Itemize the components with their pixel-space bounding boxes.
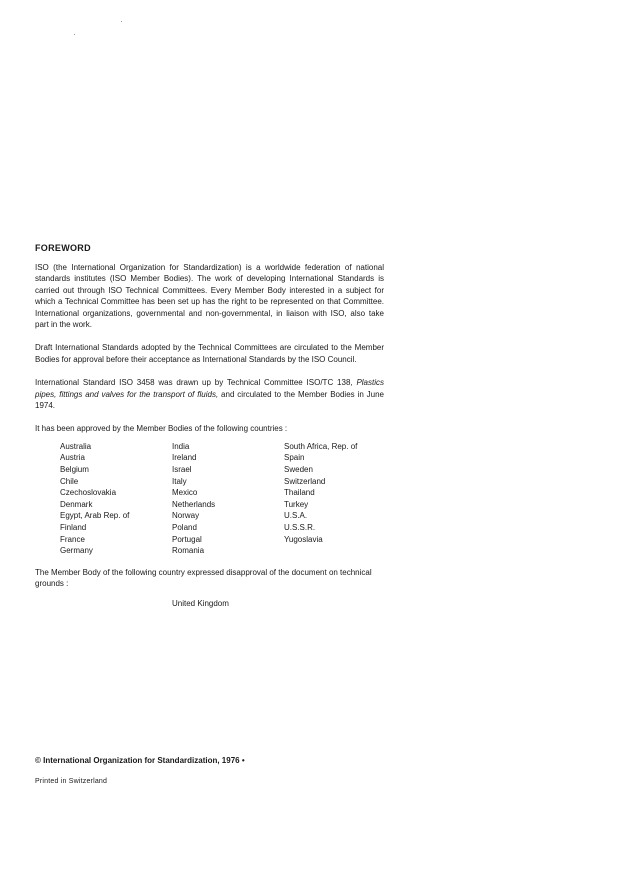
country-item: Chile <box>60 476 79 486</box>
country-item: France <box>60 534 85 544</box>
foreword-heading: FOREWORD <box>35 243 91 253</box>
country-item: Germany <box>60 546 93 556</box>
country-item: Israel <box>172 465 192 475</box>
country-item: Yugoslavia <box>284 534 323 544</box>
country-item: Netherlands <box>172 499 216 509</box>
countries-column-3 <box>284 441 357 545</box>
scan-speck <box>74 34 75 35</box>
committee-title: Plastics pipes, fittings and valves for the transport of fluids, <box>35 378 384 399</box>
country-item: Switzerland <box>284 476 326 486</box>
foreword-paragraph-iso: ISO (the International Organization for Standardization) is a worldwide federation of national standards institutes (ISO Member Bodies). The work of developing International Standards is carried out through ISO Technical Committees. Every Member Body interested in a subject for which a Technical Committee has been set up has the right to be represented on that Committee. International organizations, governmental and non-governmental, in liaison with ISO, also take part in the work. <box>35 263 384 330</box>
copyright-notice: © International Organization for Standardization, 1976 • <box>35 756 245 765</box>
foreword-paragraph-standard <box>35 377 384 411</box>
foreword-section <box>35 243 384 609</box>
country-item: Thailand <box>284 488 315 498</box>
country-item: Belgium <box>60 465 89 475</box>
country-item: U.S.S.R. <box>284 523 316 533</box>
foreword-paragraph-drafts: Draft International Standards adopted by the Technical Committees are circulated to the Member Bodies for approval before their acceptance as International Standards by the ISO Council. <box>35 343 384 364</box>
disapproval-statement: The Member Body of the following country expressed disapproval of the document on technical grounds : <box>35 567 372 589</box>
country-item: U.S.A. <box>284 511 308 521</box>
approving-countries-list <box>35 441 384 557</box>
country-item: Portugal <box>172 534 202 544</box>
country-item: Norway <box>172 511 200 521</box>
printed-in-notice: Printed in Switzerland <box>35 778 108 785</box>
country-item: India <box>172 441 190 451</box>
country-item: Ireland <box>172 453 197 463</box>
country-item: Czechoslovakia <box>60 488 117 498</box>
country-item: Mexico <box>172 488 198 498</box>
country-item: Romania <box>172 546 205 556</box>
country-item: Austria <box>60 453 85 463</box>
country-item: Egypt, Arab Rep. of <box>60 511 130 521</box>
country-item: Spain <box>284 453 305 463</box>
standard-tail-text: and circulated to the Member Bodies in June 1974. <box>35 389 384 411</box>
standard-lead-text: International Standard ISO 3458 was drawn up by Technical Committee ISO/TC 138, <box>35 378 357 388</box>
countries-column-2 <box>172 441 215 557</box>
approval-intro: It has been approved by the Member Bodies of the following countries : <box>35 424 288 434</box>
scan-speck <box>121 21 122 22</box>
country-item: South Africa, Rep. of <box>284 441 358 451</box>
country-item: Poland <box>172 523 197 533</box>
country-item: Denmark <box>60 499 93 509</box>
disapproving-country: United Kingdom <box>172 598 229 608</box>
country-item: Australia <box>60 441 92 451</box>
country-item: Italy <box>172 476 187 486</box>
country-item: Finland <box>60 523 87 533</box>
country-item: Turkey <box>284 499 309 509</box>
country-item: Sweden <box>284 465 313 475</box>
countries-column-1 <box>60 441 129 557</box>
